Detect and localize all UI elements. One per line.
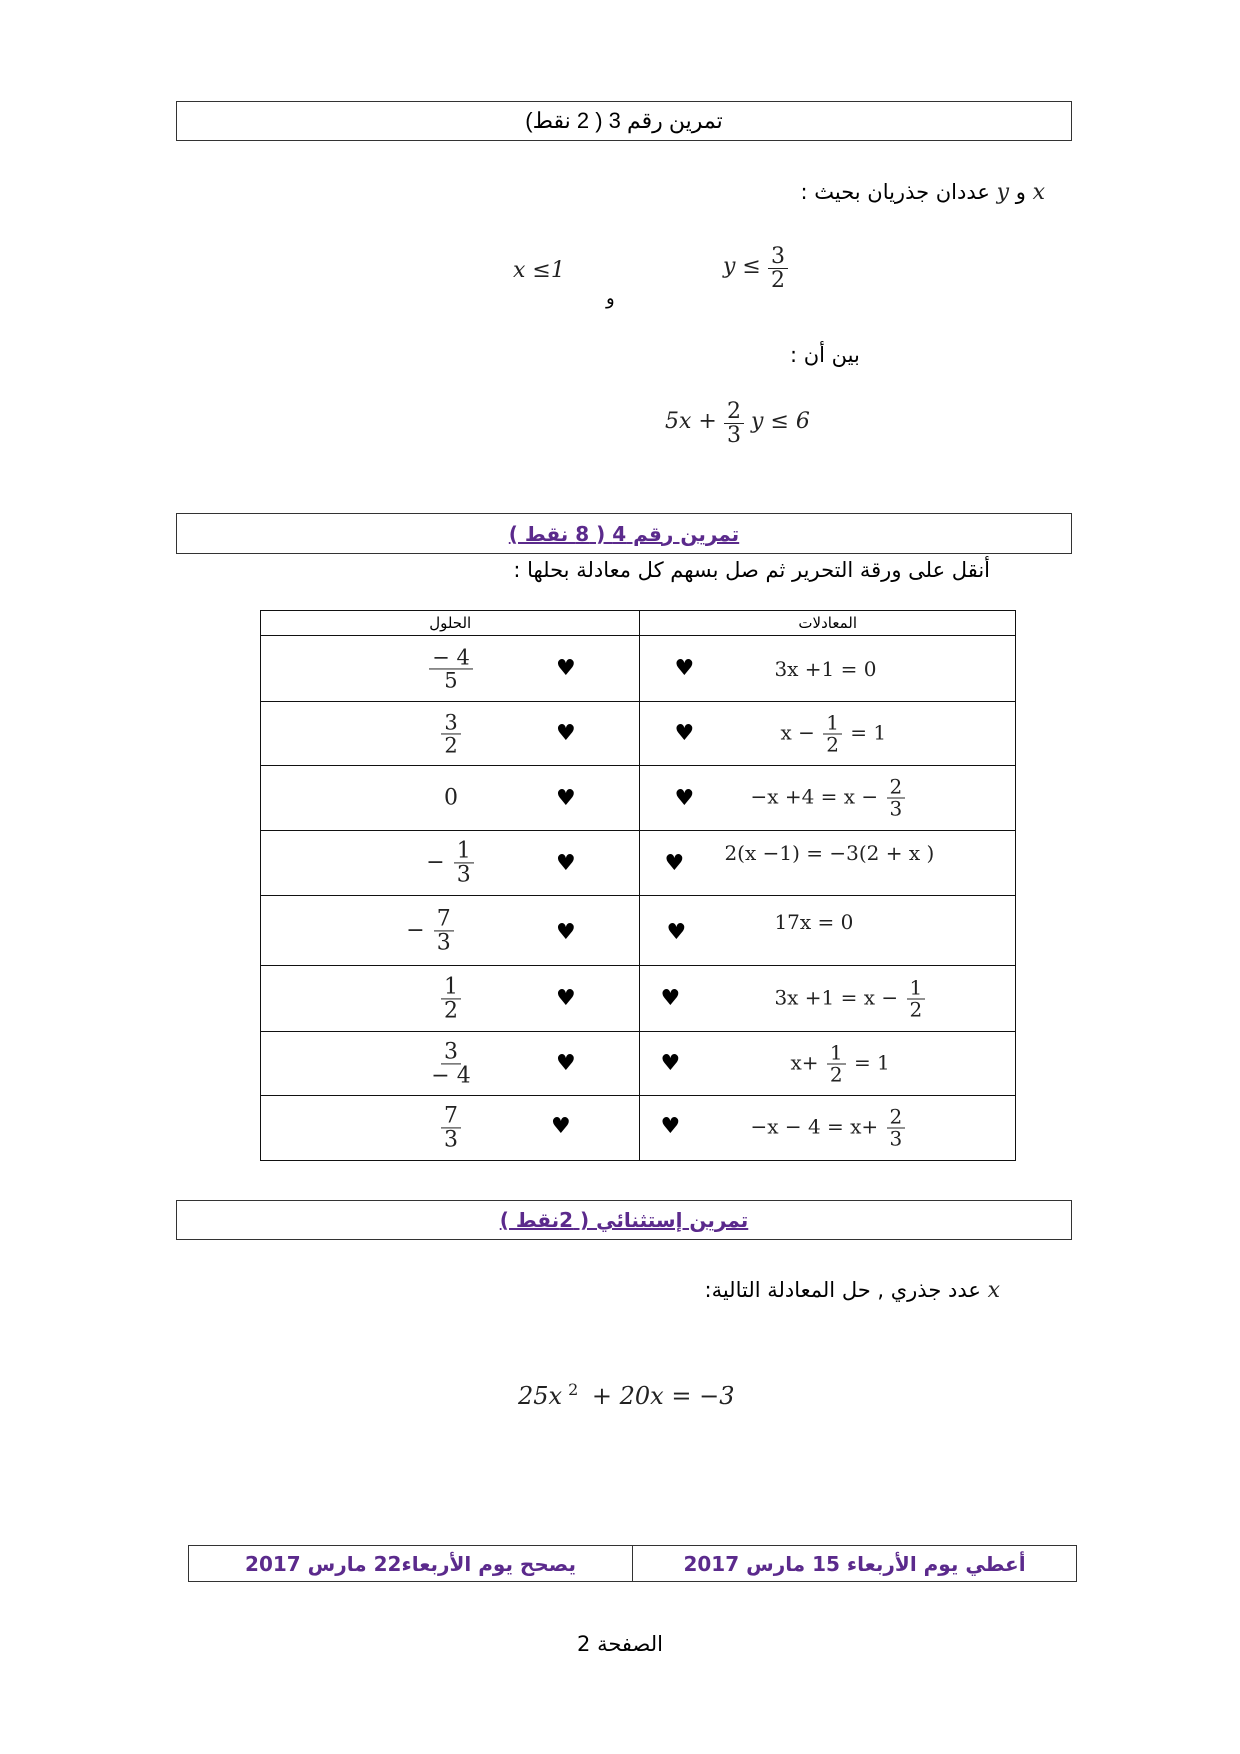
- ex3-show: بين أن :: [790, 343, 860, 367]
- equation-dot[interactable]: ♥: [660, 986, 681, 1011]
- equation-dot[interactable]: ♥: [660, 1114, 681, 1139]
- equation-text: −x +4 = x − $\frac{2}{3}$: [750, 777, 907, 820]
- bonus-eq-exp: 2: [568, 1380, 579, 1399]
- ex3-ineq-right: y ≤ 6: [751, 409, 810, 435]
- ex3-var-y: y: [996, 180, 1010, 205]
- equation-dot[interactable]: ♥: [664, 851, 685, 876]
- ex4-title-box: [176, 513, 1072, 554]
- bonus-eq-a: 25x: [518, 1382, 563, 1410]
- equation-text: 3x +1 = 0: [774, 656, 877, 681]
- footer-given-box: [632, 1545, 1077, 1582]
- header-equations: المعادلات: [640, 611, 1016, 636]
- table-row: [261, 966, 1016, 1032]
- equation-dot[interactable]: ♥: [674, 721, 695, 746]
- bonus-text: عدد جذري , حل المعادلة التالية:: [704, 1278, 981, 1302]
- ex4-instruction: أنقل على ورقة التحرير ثم صل بسهم كل معادلة بحلها :: [513, 558, 990, 582]
- ex3-cond-y-left: y ≤: [723, 254, 761, 280]
- solution-dot[interactable]: ♥: [556, 920, 576, 945]
- ex3-intro: عددان جذريان بحيث :: [800, 180, 990, 204]
- solution-cell: $\frac{7}{3}$: [261, 1104, 641, 1151]
- equation-dot[interactable]: ♥: [660, 1051, 681, 1076]
- solution-cell: − $\frac{7}{3}$: [241, 907, 621, 954]
- ex4-title: تمرين رقم 4 ( 8 نقط ): [508, 521, 740, 546]
- bonus-eq-b: + 20x = −3: [591, 1382, 735, 1410]
- ex3-intro-line: [700, 180, 1045, 205]
- ex3-ineq-den: 3: [726, 423, 741, 449]
- solution-dot[interactable]: ♥: [556, 721, 576, 746]
- bonus-var: x: [987, 1278, 1000, 1303]
- footer-given: أعطي يوم الأربعاء 15 مارس 2017: [683, 1551, 1026, 1576]
- solution-num: 3: [441, 711, 460, 734]
- bonus-text-line: [660, 1278, 1000, 1303]
- solution-den: 2: [444, 733, 458, 757]
- equation-text: x+ $\frac{1}{2}$ = 1: [790, 1040, 890, 1086]
- ex3-cond-x: x ≤1: [513, 258, 565, 283]
- solution-dot[interactable]: ♥: [551, 1114, 571, 1139]
- ex3-ineq-left: 5x +: [665, 409, 717, 435]
- equations-table: [260, 610, 1016, 1161]
- equation-text: 3x +1 = x − $\frac{1}{2}$: [774, 977, 927, 1020]
- table-row: [261, 636, 1016, 702]
- equation-text: 17x = 0: [774, 910, 854, 934]
- table-row: [261, 702, 1016, 766]
- equation-text: 2(x −1) = −3(2 + x ): [724, 841, 935, 865]
- bonus-equation: [518, 1380, 734, 1410]
- solution-dot[interactable]: ♥: [556, 851, 576, 876]
- solution-den: 5: [444, 668, 458, 692]
- header-solutions: الحلول: [261, 611, 640, 636]
- ex3-title-box: [176, 101, 1072, 141]
- ex3-var-x: x: [1032, 180, 1045, 205]
- solution-dot[interactable]: ♥: [556, 1051, 576, 1076]
- equation-dot[interactable]: ♥: [674, 656, 695, 681]
- solution-cell: [261, 711, 641, 756]
- bonus-title-box: [176, 1200, 1072, 1240]
- solution-cell: 0: [444, 785, 458, 811]
- solution-cell: − $\frac{1}{3}$: [261, 839, 641, 886]
- footer-corrected: يصحح يوم الأربعاء22 مارس 2017: [245, 1551, 576, 1576]
- equation-text: −x − 4 = x+ $\frac{2}{3}$: [750, 1107, 907, 1150]
- footer-corrected-box: [188, 1545, 633, 1582]
- ex3-cond-y-num: 3: [768, 245, 788, 269]
- table-row: [261, 1096, 1016, 1161]
- ex3-cond-y-den: 2: [770, 268, 785, 294]
- solution-dot[interactable]: ♥: [556, 986, 576, 1011]
- equation-text: x − $\frac{1}{2}$ = 1: [780, 710, 887, 756]
- solution-cell: $\frac{1}{2}$: [261, 975, 641, 1022]
- ex3-cond-y: [723, 245, 790, 292]
- bonus-title: تمرين إستثنائي ( 2نقط ): [499, 1208, 749, 1232]
- solution-dot[interactable]: ♥: [556, 656, 576, 681]
- table-header-row: [261, 611, 1016, 636]
- ex3-and: و: [1015, 180, 1026, 204]
- ex3-inequality: [665, 400, 810, 447]
- solution-num: − 4: [429, 646, 473, 669]
- table-row: [261, 1032, 1016, 1096]
- table-row: [261, 896, 1016, 966]
- table-row: [261, 831, 1016, 896]
- page-number: الصفحة 2: [577, 1632, 663, 1656]
- ex3-cond-and: و: [606, 288, 615, 309]
- solution-dot[interactable]: ♥: [556, 786, 576, 811]
- ex3-ineq-num: 2: [724, 400, 744, 424]
- equation-dot[interactable]: ♥: [666, 920, 687, 945]
- solution-cell: $\frac{3}{- 4}$: [431, 1038, 471, 1088]
- equation-dot[interactable]: ♥: [674, 786, 695, 811]
- ex3-title: تمرين رقم 3 ( 2 نقط): [525, 108, 723, 133]
- table-row: [261, 766, 1016, 831]
- solution-cell: [261, 646, 641, 691]
